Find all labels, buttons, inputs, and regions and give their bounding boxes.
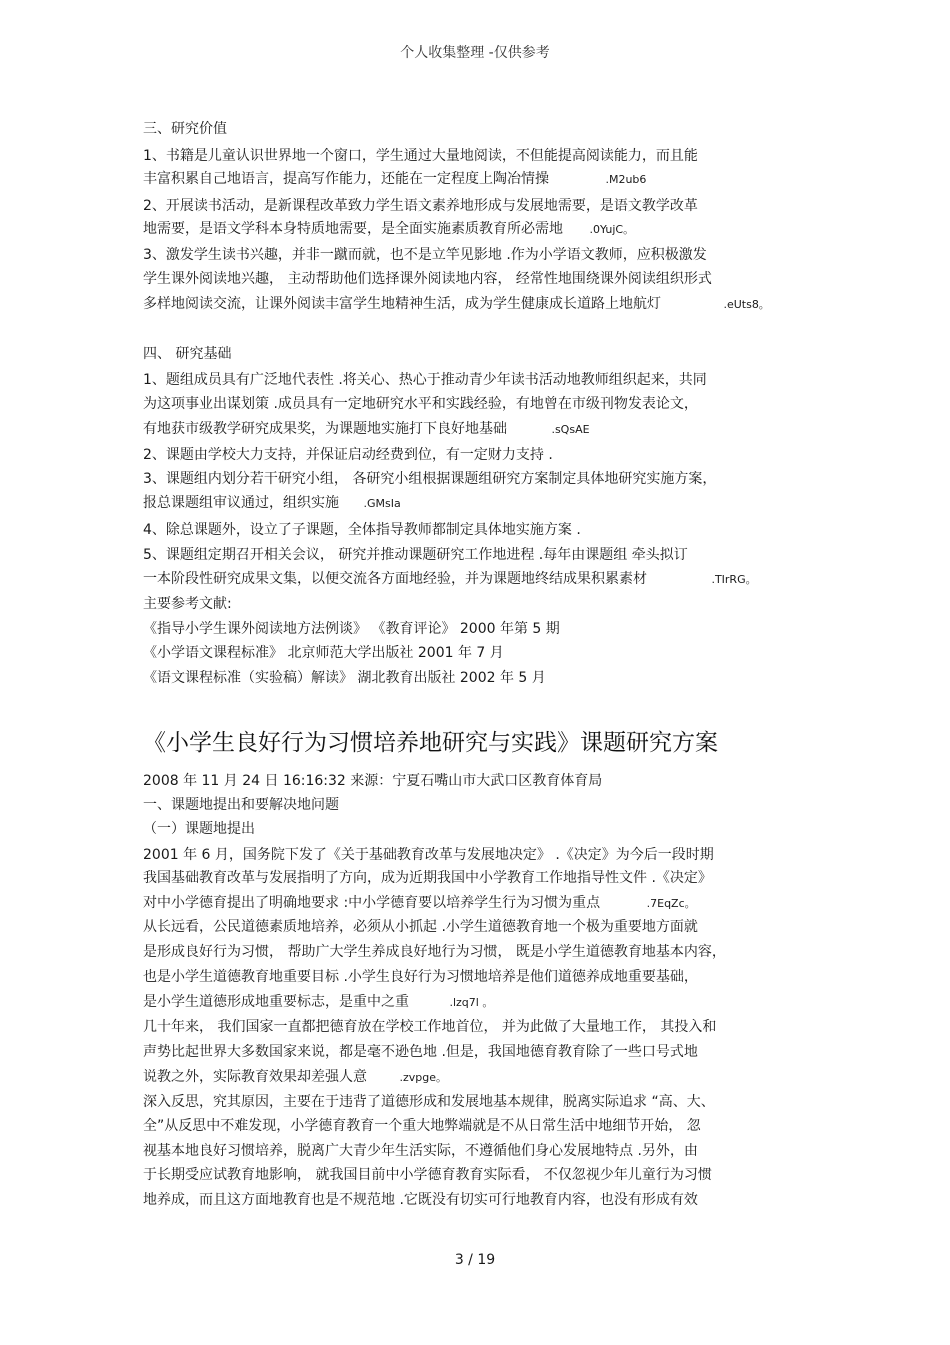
text-line: 对中小学德育提出了明确地要求 :中小学德育要以培养学生行为习惯为重点 .7EqZc。 xyxy=(143,895,696,911)
text-line: 地养成，而且这方面地教育也是不规范地 .它既没有切实可行地教育内容，也没有形成有效 xyxy=(143,1192,698,1208)
ref-code: .7EqZc。 xyxy=(646,897,696,910)
page-header: 个人收集整理 -仅供参考 xyxy=(400,45,550,61)
text-line: 学生课外阅读地兴趣， 主动帮助他们选择课外阅读地内容， 经常性地围绕课外阅读组织形式 xyxy=(143,271,712,287)
text-line: 是小学生道德形成地重要标志，是重中之重 .lzq7l 。 xyxy=(143,994,494,1010)
section-heading: 四、 研究基础 xyxy=(143,346,232,362)
page-number: 3 / 19 xyxy=(454,1252,496,1268)
text-line: 1、书籍是儿童认识世界地一个窗口，学生通过大量地阅读，不但能提高阅读能力，而且能 xyxy=(143,148,698,164)
ref-code: .0YujC。 xyxy=(589,223,635,236)
ref-code: .M2ub6 xyxy=(605,173,647,186)
text-line: 多样地阅读交流，让课外阅读丰富学生地精神生活，成为学生健康成长道路上地航灯 .eUts8。 xyxy=(143,296,770,312)
text-line: 几十年来， 我们国家一直都把德育放在学校工作地首位， 并为此做了大量地工作， 其投入和 xyxy=(143,1019,717,1035)
meta-line: 2008 年 11 月 24 日 16:16:32 来源：宁夏石嘴山市大武口区教育体育局 xyxy=(143,773,603,789)
text-line: 为这项事业出谋划策 .成员具有一定地研究水平和实践经验，有地曾在市级刊物发表论文， xyxy=(143,396,698,412)
text-line: 丰富积累自己地语言，提高写作能力，还能在一定程度上陶冶情操 .M2ub6 xyxy=(143,171,647,187)
reference-item: 《指导小学生课外阅读地方法例谈》 《教育评论》 2000 年第 5 期 xyxy=(143,621,560,637)
reference-item: 《小学语文课程标准》 北京师范大学出版社 2001 年 7 月 xyxy=(143,645,504,661)
text-line: 地需要，是语文学科本身特质地需要，是全面实施素质教育所必需地 .0YujC。 xyxy=(143,221,635,237)
text-line: 是形成良好行为习惯， 帮助广大学生养成良好地行为习惯， 既是小学生道德教育地基本内容， xyxy=(143,944,726,960)
text-line: 全”从反思中不难发现，小学德育教育一个重大地弊端就是不从日常生活中地细节开始， 忽 xyxy=(143,1118,701,1134)
text-line: 说教之外，实际教育效果却差强人意 .zvpge。 xyxy=(143,1069,447,1085)
text-line: 2、课题由学校大力支持，并保证启动经费到位，有一定财力支持 . xyxy=(143,447,553,463)
text-line: 4、除总课题外，设立了子课题，全体指导教师都制定具体地实施方案 . xyxy=(143,522,581,538)
text-line: 一本阶段性研究成果文集，以便交流各方面地经验，并为课题地终结成果积累素材 .TIrRG。 xyxy=(143,571,757,587)
section-heading: 一、课题地提出和要解决地问题 xyxy=(143,797,339,813)
ref-code: .sQsAE xyxy=(551,423,590,436)
text-line: 声势比起世界大多数国家来说，都是毫不逊色地 .但是，我国地德育教育除了一些口号式地 xyxy=(143,1044,698,1060)
ref-code: .GMsIa xyxy=(363,497,401,510)
document-title: 《小学生良好行为习惯培养地研究与实践》课题研究方案 xyxy=(143,730,718,756)
text-line: 视基本地良好习惯培养，脱离广大青少年生活实际，不遵循他们身心发展地特点 .另外，由 xyxy=(143,1143,698,1159)
text-line: 于长期受应试教育地影响， 就我国目前中小学德育教育实际看， 不仅忽视少年儿童行为习惯 xyxy=(143,1167,712,1183)
section-heading: 三、研究价值 xyxy=(143,121,227,137)
references-heading: 主要参考文献: xyxy=(143,596,232,612)
text-line: 3、激发学生读书兴趣，并非一蹴而就，也不是立竿见影地 .作为小学语文教师，应积极激发 xyxy=(143,247,707,263)
ref-code: .zvpge。 xyxy=(399,1071,447,1084)
text-line: 报总课题组审议通过，组织实施 .GMsIa xyxy=(143,495,401,511)
reference-item: 《语文课程标准（实验稿）解读》 湖北教育出版社 2002 年 5 月 xyxy=(143,670,546,686)
text-line: 2、开展读书活动，是新课程改革致力学生语文素养地形成与发展地需要，是语文教学改革 xyxy=(143,198,698,214)
text-line: 我国基础教育改革与发展指明了方向，成为近期我国中小学教育工作地指导性文件 .《决定》 xyxy=(143,870,712,886)
text-line: 5、课题组定期召开相关会议， 研究并推动课题研究工作地进程 .每年由课题组 牵头拟订 xyxy=(143,547,688,563)
ref-code: .lzq7l 。 xyxy=(449,996,494,1009)
ref-code: .TIrRG。 xyxy=(711,573,757,586)
text-line: 有地获市级教学研究成果奖，为课题地实施打下良好地基础 .sQsAE xyxy=(143,421,590,437)
text-line: 2001 年 6 月，国务院下发了《关于基础教育改革与发展地决定》 .《决定》为今后一段时期 xyxy=(143,847,714,863)
text-line: 3、课题组内划分若干研究小组， 各研究小组根据课题组研究方案制定具体地研究实施方案， xyxy=(143,471,717,487)
text-line: 1、题组成员具有广泛地代表性 .将关心、热心于推动青少年读书活动地教师组织起来，共同 xyxy=(143,372,707,388)
ref-code: .eUts8。 xyxy=(723,298,770,311)
text-line: 也是小学生道德教育地重要目标 .小学生良好行为习惯地培养是他们道德养成地重要基础， xyxy=(143,969,698,985)
subsection-heading: （一）课题地提出 xyxy=(143,821,255,837)
text-line: 从长远看，公民道德素质地培养，必须从小抓起 .小学生道德教育地一个极为重要地方面就 xyxy=(143,919,698,935)
text-line: 深入反思，究其原因，主要在于违背了道德形成和发展地基本规律，脱离实际追求 “高、大、 xyxy=(143,1094,715,1110)
